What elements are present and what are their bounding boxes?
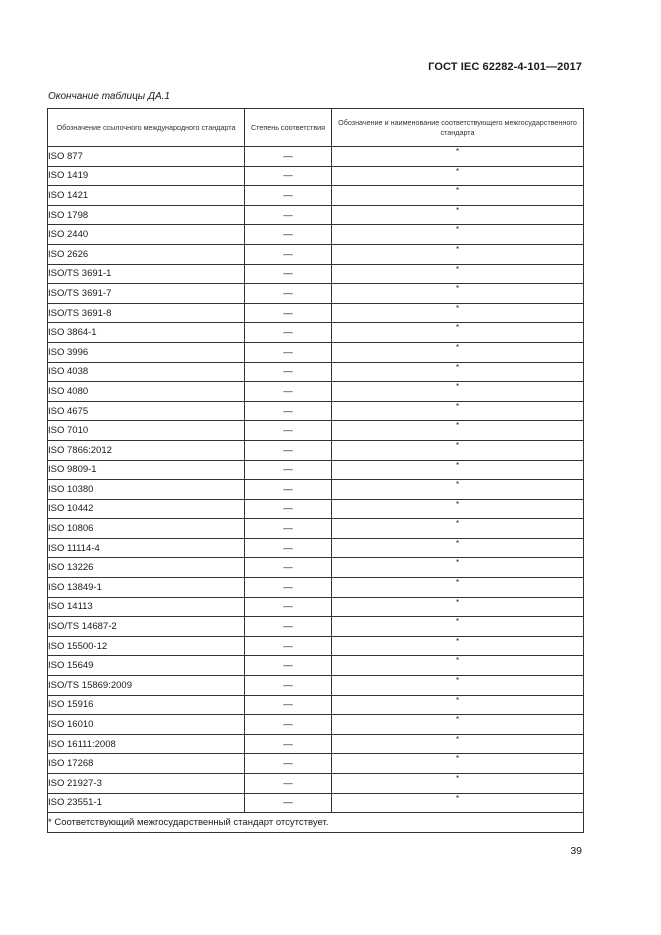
table-row [48,558,584,578]
standard-reference-cell: ISO 7010 [48,421,245,441]
standard-reference-cell: ISO 23551-1 [48,793,245,813]
table-row [48,538,584,558]
compliance-degree-cell: — [245,597,332,617]
table-row [48,323,584,343]
compliance-degree-cell: — [245,754,332,774]
interstate-standard-cell: * [332,617,584,637]
compliance-degree-cell: — [245,734,332,754]
interstate-standard-cell: * [332,303,584,323]
compliance-degree-cell: — [245,401,332,421]
compliance-degree-cell: — [245,578,332,598]
table-row [48,186,584,206]
standard-reference-cell: ISO/TS 15869:2009 [48,676,245,696]
interstate-standard-cell: * [332,578,584,598]
table-row [48,480,584,500]
table-row [48,774,584,794]
standard-reference-cell: ISO 15916 [48,695,245,715]
standard-reference-cell: ISO 14113 [48,597,245,617]
interstate-standard-cell: * [332,695,584,715]
compliance-degree-cell: — [245,617,332,637]
standard-reference-cell: ISO 2626 [48,244,245,264]
interstate-standard-cell: * [332,734,584,754]
compliance-degree-cell: — [245,538,332,558]
table-row [48,147,584,167]
compliance-degree-cell: — [245,382,332,402]
interstate-standard-cell: * [332,656,584,676]
compliance-degree-cell: — [245,362,332,382]
compliance-degree-cell: — [245,421,332,441]
interstate-standard-cell: * [332,519,584,539]
table-row [48,225,584,245]
standard-reference-cell: ISO 1419 [48,166,245,186]
compliance-degree-cell: — [245,205,332,225]
standard-reference-cell: ISO 13226 [48,558,245,578]
standard-reference-cell: ISO 7866:2012 [48,440,245,460]
compliance-degree-cell: — [245,284,332,304]
interstate-standard-cell: * [332,382,584,402]
compliance-degree-cell: — [245,656,332,676]
table-row [48,734,584,754]
table-row [48,499,584,519]
interstate-standard-cell: * [332,225,584,245]
interstate-standard-cell: * [332,676,584,696]
table-row [48,578,584,598]
standard-reference-cell: ISO 877 [48,147,245,167]
table-row [48,676,584,696]
compliance-degree-cell: — [245,264,332,284]
interstate-standard-cell: * [332,421,584,441]
table-caption: Окончание таблицы ДА.1 [48,91,170,102]
table-row [48,656,584,676]
interstate-standard-cell: * [332,460,584,480]
compliance-degree-cell: — [245,147,332,167]
compliance-degree-cell: — [245,303,332,323]
standard-reference-cell: ISO 21927-3 [48,774,245,794]
compliance-degree-cell: — [245,225,332,245]
table-row [48,205,584,225]
table-row [48,342,584,362]
table-row [48,401,584,421]
interstate-standard-cell: * [332,166,584,186]
interstate-standard-cell: * [332,636,584,656]
standard-reference-cell: ISO/TS 3691-8 [48,303,245,323]
table-row [48,617,584,637]
table-row [48,793,584,813]
table-row [48,519,584,539]
compliance-degree-cell: — [245,460,332,480]
interstate-standard-cell: * [332,715,584,735]
interstate-standard-cell: * [332,186,584,206]
standard-reference-cell: ISO 4080 [48,382,245,402]
document-code: ГОСТ IEC 62282-4-101—2017 [428,61,582,73]
interstate-standard-cell: * [332,754,584,774]
interstate-standard-cell: * [332,793,584,813]
compliance-degree-cell: — [245,480,332,500]
standard-reference-cell: ISO 10806 [48,519,245,539]
interstate-standard-cell: * [332,244,584,264]
compliance-degree-cell: — [245,774,332,794]
standard-reference-cell: ISO/TS 14687-2 [48,617,245,637]
table-row [48,362,584,382]
standard-reference-cell: ISO 9809-1 [48,460,245,480]
interstate-standard-cell: * [332,147,584,167]
compliance-degree-cell: — [245,715,332,735]
table-row [48,695,584,715]
standard-reference-cell: ISO 1798 [48,205,245,225]
standard-reference-cell: ISO 4038 [48,362,245,382]
interstate-standard-cell: * [332,538,584,558]
table-row [48,421,584,441]
interstate-standard-cell: * [332,774,584,794]
table-row [48,440,584,460]
standard-reference-cell: ISO/TS 3691-7 [48,284,245,304]
interstate-standard-cell: * [332,323,584,343]
compliance-degree-cell: — [245,186,332,206]
interstate-standard-cell: * [332,597,584,617]
standard-reference-cell: ISO 16111:2008 [48,734,245,754]
column-header-interstate: Обозначение и наименование соответствующего межгосударственного стандарта [332,109,584,147]
interstate-standard-cell: * [332,264,584,284]
page-number: 39 [570,845,582,857]
interstate-standard-cell: * [332,440,584,460]
interstate-standard-cell: * [332,558,584,578]
standard-reference-cell: ISO 16010 [48,715,245,735]
standard-reference-cell: ISO 17268 [48,754,245,774]
column-header-degree: Степень соответствия [245,109,332,147]
table-row [48,284,584,304]
footnote-row [48,813,584,833]
standard-reference-cell: ISO 2440 [48,225,245,245]
table-row [48,715,584,735]
compliance-degree-cell: — [245,558,332,578]
table-row [48,264,584,284]
table-row [48,597,584,617]
table-row [48,166,584,186]
interstate-standard-cell: * [332,401,584,421]
compliance-degree-cell: — [245,244,332,264]
table-row [48,754,584,774]
table-footnote: * Соответствующий межгосударственный стандарт отсутствует. [48,813,584,833]
interstate-standard-cell: * [332,362,584,382]
compliance-degree-cell: — [245,636,332,656]
interstate-standard-cell: * [332,342,584,362]
table-header-row [48,109,584,147]
standard-reference-cell: ISO 15500-12 [48,636,245,656]
table-row [48,244,584,264]
compliance-degree-cell: — [245,519,332,539]
interstate-standard-cell: * [332,499,584,519]
standard-reference-cell: ISO 10442 [48,499,245,519]
standard-reference-cell: ISO 3864-1 [48,323,245,343]
table-row [48,382,584,402]
interstate-standard-cell: * [332,205,584,225]
table-row [48,460,584,480]
compliance-degree-cell: — [245,499,332,519]
standard-reference-cell: ISO 1421 [48,186,245,206]
standard-reference-cell: ISO 11114-4 [48,538,245,558]
compliance-degree-cell: — [245,695,332,715]
compliance-degree-cell: — [245,166,332,186]
compliance-degree-cell: — [245,342,332,362]
column-header-reference: Обозначение ссылочного международного стандарта [48,109,245,147]
table-row [48,636,584,656]
compliance-degree-cell: — [245,676,332,696]
interstate-standard-cell: * [332,284,584,304]
standard-reference-cell: ISO 15649 [48,656,245,676]
standard-reference-cell: ISO 3996 [48,342,245,362]
compliance-degree-cell: — [245,793,332,813]
compliance-degree-cell: — [245,323,332,343]
standard-reference-cell: ISO 10380 [48,480,245,500]
compliance-degree-cell: — [245,440,332,460]
interstate-standard-cell: * [332,480,584,500]
standard-reference-cell: ISO 4675 [48,401,245,421]
standard-reference-cell: ISO/TS 3691-1 [48,264,245,284]
standard-reference-cell: ISO 13849-1 [48,578,245,598]
table-row [48,303,584,323]
standards-table [47,108,584,833]
